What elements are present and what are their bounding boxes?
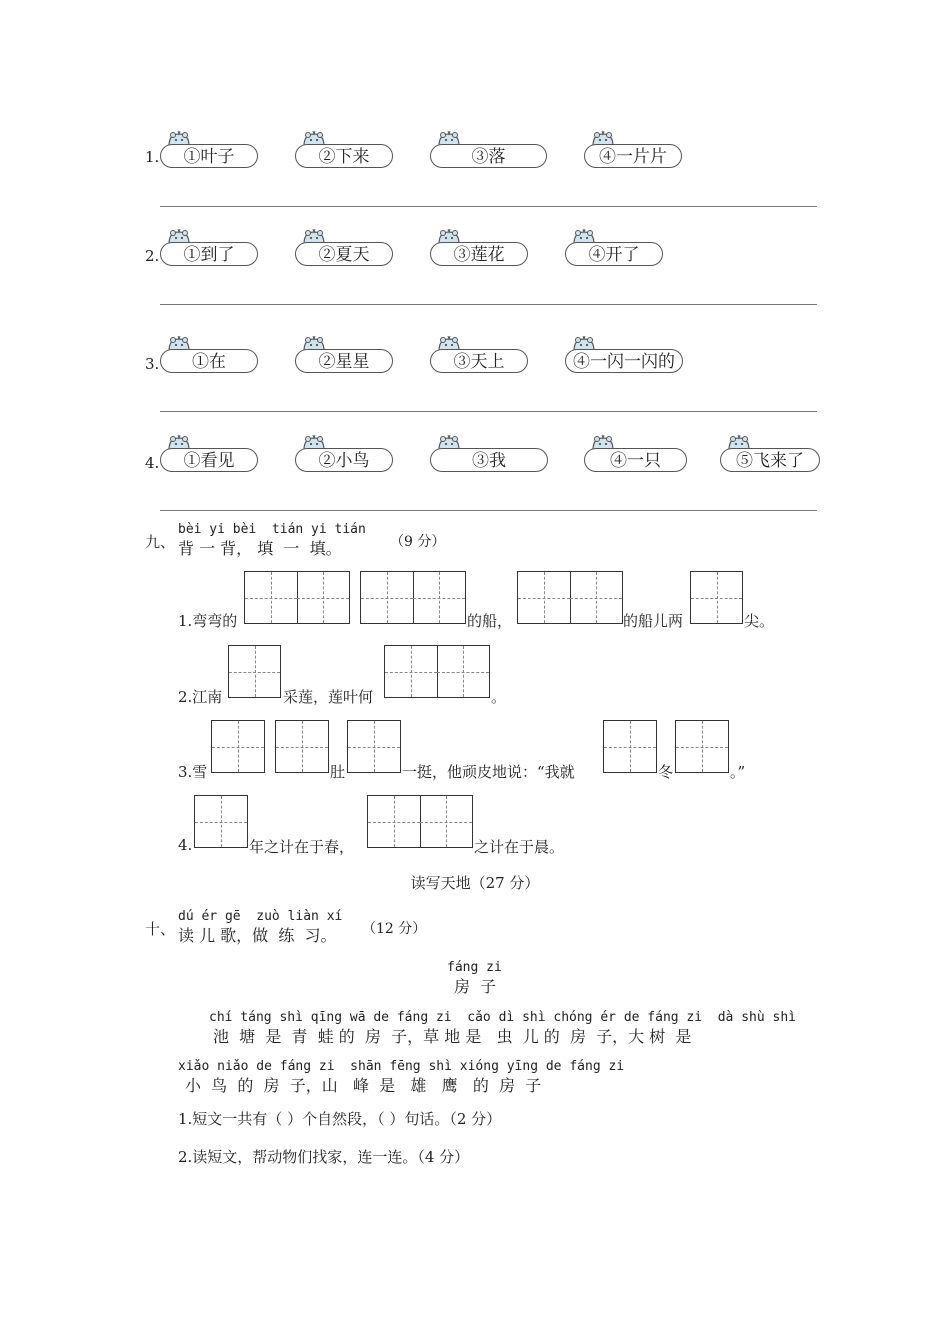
fill-q3-text-c: 一挺，他顽皮地说：“我就 [402,763,575,781]
fill-q1-text-a: 1.弯弯的 [178,612,238,630]
question-1: 1.短文一共有（ ）个自然段，（ ）句话。（2 分） [178,1110,502,1128]
poem-line-2: 小 鸟 的 房 子，山 峰 是 雄 鹰 的 房 子 [185,1076,542,1095]
word-card[interactable] [160,349,258,375]
word-card-label: ④一只 [584,448,687,472]
word-card[interactable] [430,349,528,375]
word-card-label: ①到了 [160,242,258,266]
word-card-label: ④一片片 [584,144,682,168]
word-card[interactable] [160,448,258,474]
writing-grid[interactable] [367,795,473,848]
word-card[interactable] [584,448,687,474]
word-card[interactable] [160,144,258,170]
writing-grid[interactable] [244,571,350,624]
answer-line [160,304,817,305]
writing-grid[interactable] [211,720,265,773]
part-title: 读写天地（27 分） [410,874,540,892]
fill-q1-text-b: 的船， [467,612,513,630]
writing-grid[interactable] [384,645,490,698]
word-card-label: ④一闪一闪的 [565,349,683,373]
word-card-label: ②夏天 [295,242,393,266]
writing-grid[interactable] [228,645,281,698]
section-10-pinyin: dú ér gē zuò liàn xí [178,909,343,924]
writing-grid[interactable] [347,720,401,773]
word-card-label: ③我 [430,448,548,472]
row-1-number: 1. [145,148,160,166]
word-card[interactable] [160,242,258,268]
section-10-score: （12 分） [362,921,427,937]
question-2: 2.读短文，帮动物们找家，连一连。（4 分） [178,1148,470,1166]
row-4-number: 4. [145,454,160,472]
writing-grid[interactable] [517,571,623,624]
word-card[interactable] [584,144,682,170]
section-9-number: 九、 [145,533,176,551]
fill-q3-text-b: 肚 [330,763,346,781]
writing-grid[interactable] [194,795,248,848]
word-card[interactable] [295,242,393,268]
writing-grid[interactable] [675,720,729,773]
writing-grid[interactable] [603,720,657,773]
word-card-label: ②下来 [295,144,393,168]
word-card[interactable] [565,349,683,375]
section-9-title: 背 一 背， 填 一 填。 [178,539,342,558]
poem-title-pinyin: fáng zi [447,960,502,975]
writing-grid[interactable] [690,571,743,624]
fill-q1-text-c: 的船儿两 [623,612,684,630]
poem-line-2-pinyin: xiǎo niǎo de fáng zi shān fēng shì xióng yīng de fáng zi [178,1059,625,1074]
poem-line-1-pinyin: chí táng shì qīng wā de fáng zi cǎo dì shì chóng ér de fáng zi dà shù shì [209,1010,796,1025]
word-card-label: ②星星 [295,349,393,373]
word-card[interactable] [430,242,528,268]
fill-q1-text-d: 尖。 [744,612,775,630]
answer-line [160,510,817,511]
fill-q4-text-c: 之计在于晨。 [474,838,565,856]
word-card[interactable] [720,448,820,474]
word-card-label: ①看见 [160,448,258,472]
fill-q2-text-a: 2.江南 [178,688,223,706]
fill-q2-text-b: 采莲，莲叶何 [283,688,374,706]
word-card-label: ⑤飞来了 [720,448,820,472]
section-9-score: （9 分） [390,534,446,550]
answer-line [160,411,817,412]
section-10-title: 读 儿 歌，做 练 习。 [178,926,337,945]
fill-q4-text-b: 年之计在于春， [249,838,355,856]
word-card-label: ③天上 [430,349,528,373]
fill-q4-text-a: 4. [178,836,193,854]
fill-q3-text-a: 3.雪 [178,763,208,781]
row-3-number: 3. [145,355,160,373]
word-card[interactable] [295,448,393,474]
fill-q3-text-e: 。” [730,763,746,781]
word-card[interactable] [430,448,548,474]
word-card[interactable] [295,349,393,375]
word-card-label: ③落 [430,144,547,168]
poem-line-1: 池 塘 是 青 蛙 的 房 子，草 地 是 虫 儿 的 房 子，大 树 是 [213,1027,692,1046]
word-card-label: ④开了 [565,242,663,266]
word-card-label: ②小鸟 [295,448,393,472]
word-card-label: ③莲花 [430,242,528,266]
section-10-number: 十、 [145,920,176,938]
word-card[interactable] [430,144,547,170]
poem-title: 房 子 [454,977,497,996]
fill-q2-text-c: 。 [491,688,507,706]
row-2-number: 2. [145,247,160,265]
section-9-pinyin: bèi yi bèi tián yi tián [178,522,366,537]
word-card-label: ①叶子 [160,144,258,168]
answer-line [160,206,817,207]
fill-q3-text-d: 冬 [658,763,674,781]
word-card[interactable] [295,144,393,170]
writing-grid[interactable] [275,720,329,773]
writing-grid[interactable] [360,571,466,624]
word-card-label: ①在 [160,349,258,373]
word-card[interactable] [565,242,663,268]
